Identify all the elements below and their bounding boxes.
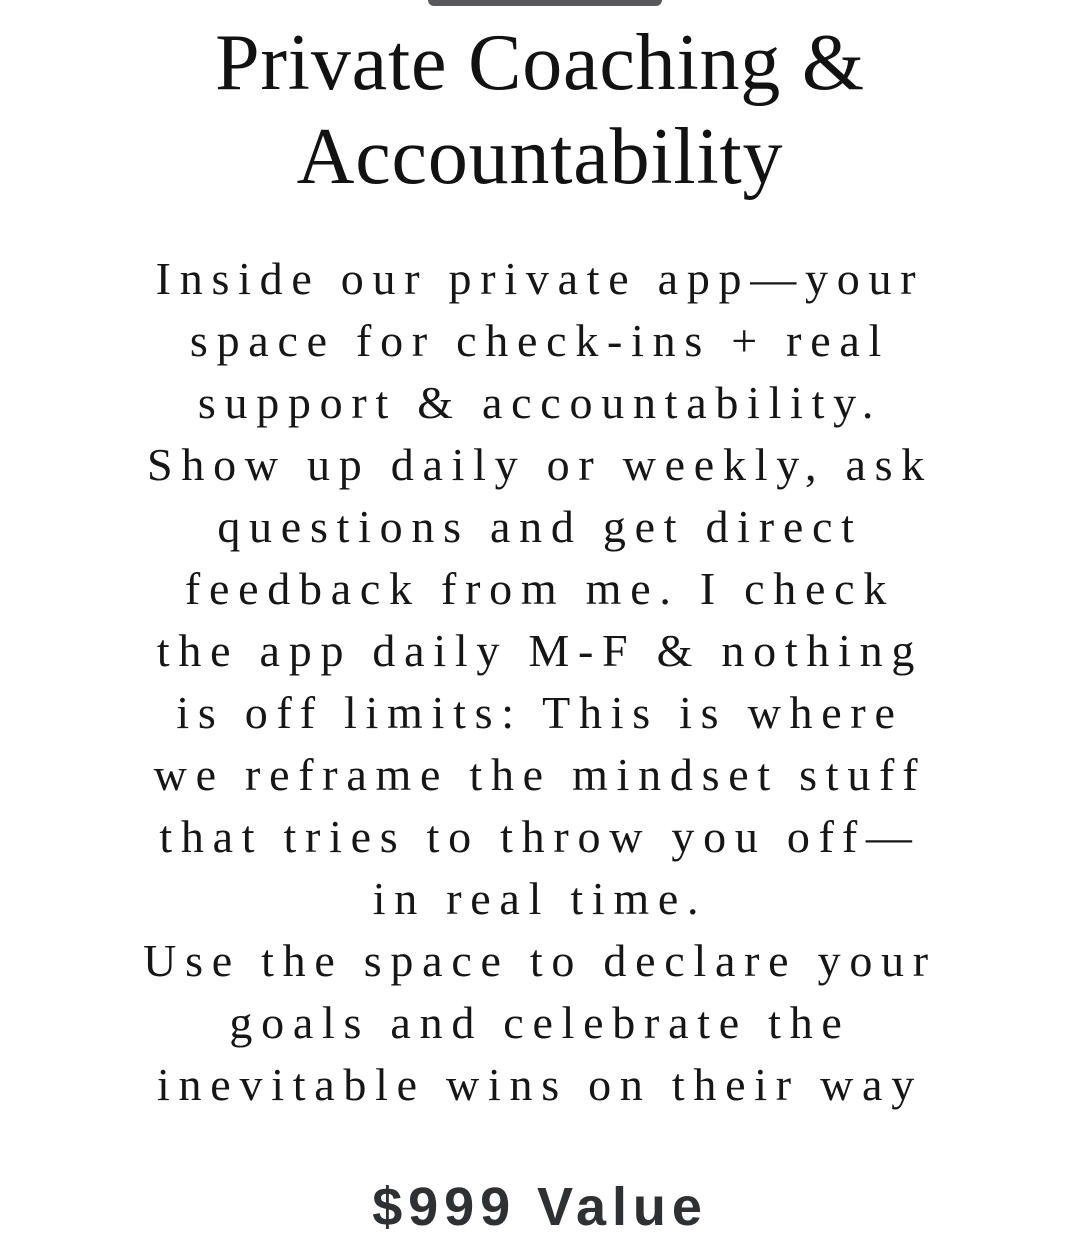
description-line: the app daily M-F & nothing: [156, 625, 924, 676]
description-line: we reframe the mindset stuff: [153, 749, 927, 800]
description-line: feedback from me. I check: [184, 563, 896, 614]
section-title-line-2: Accountability: [296, 113, 784, 201]
description-line: Inside our private app—your: [155, 253, 925, 304]
description-line: support & accountability.: [197, 377, 883, 428]
description-line: in real time.: [372, 873, 708, 924]
description-line: questions and get direct: [217, 501, 863, 552]
cropped-pill-edge: [428, 0, 662, 6]
description-line: Show up daily or weekly, ask: [147, 439, 933, 490]
description-line: space for check-ins + real: [189, 315, 891, 366]
description-line: goals and celebrate the: [229, 997, 851, 1048]
section-title-line-1: Private Coaching &: [215, 19, 865, 107]
section-description: [0, 248, 1080, 1116]
value-label: $999 Value: [372, 1177, 708, 1237]
description-line: inevitable wins on their way: [157, 1059, 923, 1110]
description-line: that tries to throw you off—: [159, 811, 921, 862]
section-title: [0, 16, 1080, 204]
description-line: is off limits: This is where: [176, 687, 904, 738]
description-line: Use the space to declare your: [143, 935, 937, 986]
